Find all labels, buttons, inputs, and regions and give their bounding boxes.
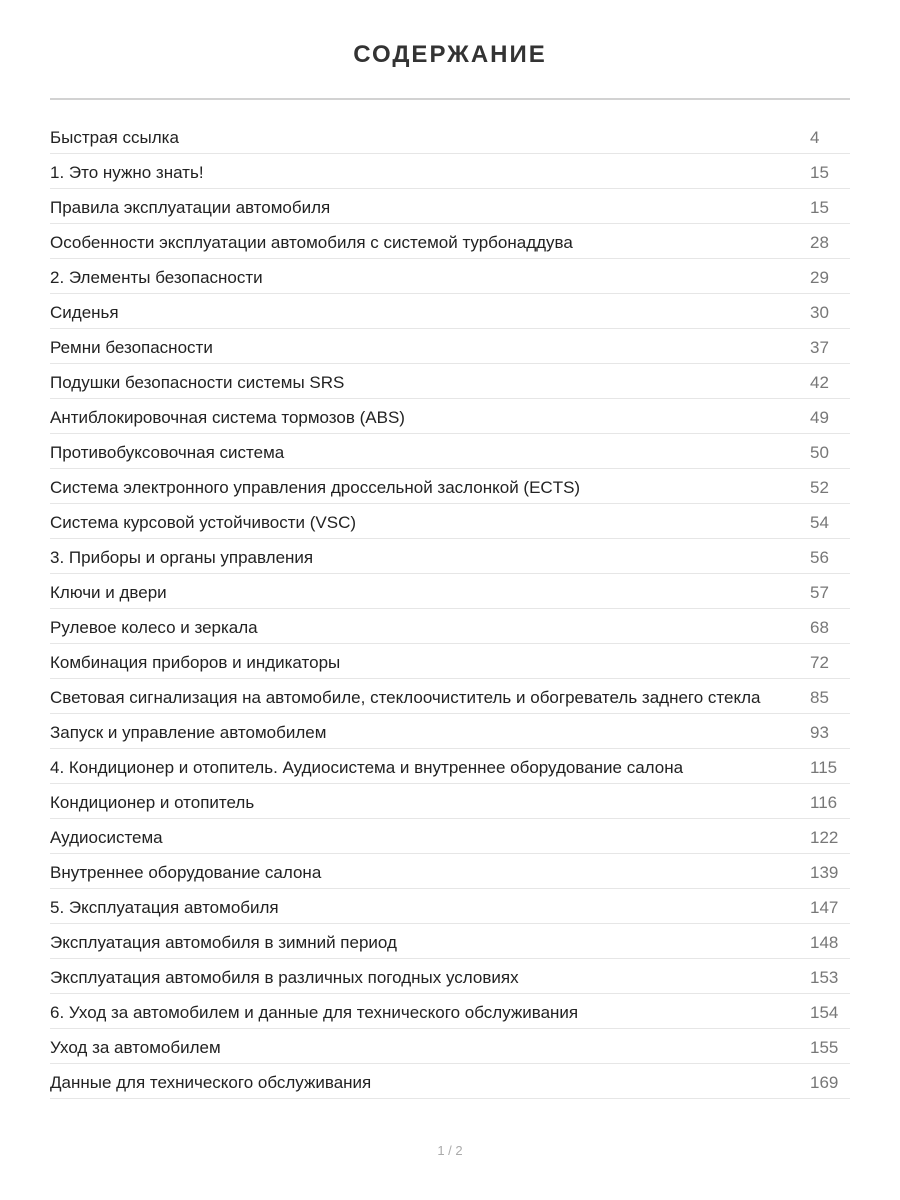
toc-entry-page-number: 52 — [810, 478, 829, 497]
toc-entry[interactable] — [50, 119, 850, 154]
toc-entry-page-number: 93 — [810, 723, 829, 742]
page-title: СОДЕРЖАНИЕ — [353, 41, 547, 68]
toc-entry-page-number: 147 — [810, 898, 839, 917]
toc-entry-title: Эксплуатация автомобиля в различных погодных условиях — [50, 968, 519, 987]
title-divider — [50, 98, 850, 100]
toc-entry-title: Быстрая ссылка — [50, 128, 179, 147]
toc-entry-title: Данные для технического обслуживания — [50, 1073, 372, 1092]
toc-entry-title: 3. Приборы и органы управления — [50, 548, 314, 567]
toc-entry-title: Внутреннее оборудование салона — [50, 863, 322, 882]
toc-entry-page-number: 139 — [810, 863, 839, 882]
toc-entry[interactable] — [50, 259, 850, 294]
toc-entry[interactable] — [50, 714, 850, 749]
toc-entry-title: Запуск и управление автомобилем — [50, 723, 327, 742]
toc-entry-title: 5. Эксплуатация автомобиля — [50, 898, 279, 917]
toc-entry[interactable] — [50, 854, 850, 889]
toc-entry-title: Противобуксовочная система — [50, 443, 285, 462]
toc-entry-page-number: 116 — [810, 793, 838, 812]
toc-entry[interactable] — [50, 224, 850, 259]
toc-entry-title: Кондиционер и отопитель — [50, 793, 255, 812]
toc-entry-title: Комбинация приборов и индикаторы — [50, 653, 341, 672]
toc-entry-page-number: 49 — [810, 408, 829, 427]
toc-entry[interactable] — [50, 889, 850, 924]
toc-entry[interactable] — [50, 679, 850, 714]
toc-entry-page-number: 56 — [810, 548, 829, 567]
toc-entry-page-number: 28 — [810, 233, 829, 252]
toc-entry[interactable] — [50, 399, 850, 434]
toc-entry-page-number: 122 — [810, 828, 839, 847]
table-of-contents — [50, 119, 850, 1099]
toc-entry-title: Световая сигнализация на автомобиле, стеклоочиститель и обогреватель заднего стекла — [50, 688, 761, 707]
toc-entry-title: Эксплуатация автомобиля в зимний период — [50, 933, 397, 952]
toc-entry-title: Ключи и двери — [50, 583, 167, 602]
toc-entry[interactable] — [50, 1064, 850, 1099]
toc-entry[interactable] — [50, 574, 850, 609]
toc-entry[interactable] — [50, 539, 850, 574]
toc-entry-page-number: 30 — [810, 303, 829, 322]
toc-entry-title: Ремни безопасности — [50, 338, 213, 357]
toc-entry[interactable] — [50, 784, 850, 819]
toc-entry-title: Подушки безопасности системы SRS — [50, 373, 345, 392]
toc-entry-page-number: 85 — [810, 688, 829, 707]
page-indicator: 1 / 2 — [437, 1143, 463, 1158]
toc-entry[interactable] — [50, 959, 850, 994]
toc-entry-title: 6. Уход за автомобилем и данные для технического обслуживания — [50, 1003, 579, 1022]
toc-entry-page-number: 57 — [810, 583, 829, 602]
toc-entry-title: 2. Элементы безопасности — [50, 268, 263, 287]
toc-entry[interactable] — [50, 504, 850, 539]
toc-entry-page-number: 15 — [810, 198, 829, 217]
toc-entry[interactable] — [50, 609, 850, 644]
toc-entry[interactable] — [50, 924, 850, 959]
toc-entry-page-number: 154 — [810, 1003, 839, 1022]
toc-entry-title: Система курсовой устойчивости (VSC) — [50, 513, 357, 532]
toc-entry[interactable] — [50, 364, 850, 399]
toc-entry-title: Особенности эксплуатации автомобиля с системой турбонаддува — [50, 233, 573, 252]
toc-entry[interactable] — [50, 189, 850, 224]
document-page — [50, 0, 850, 1099]
toc-entry-page-number: 153 — [810, 968, 839, 987]
toc-entry-title: Антиблокировочная система тормозов (ABS) — [50, 408, 405, 427]
toc-entry-page-number: 15 — [810, 163, 829, 182]
toc-entry-title: Правила эксплуатации автомобиля — [50, 198, 331, 217]
toc-entry-title: Уход за автомобилем — [50, 1038, 221, 1057]
toc-entry[interactable] — [50, 154, 850, 189]
toc-entry-page-number: 50 — [810, 443, 829, 462]
toc-entry-page-number: 37 — [810, 338, 829, 357]
toc-entry-page-number: 42 — [810, 373, 829, 392]
toc-entry-title: Аудиосистема — [50, 828, 163, 847]
toc-entry-page-number: 4 — [810, 128, 820, 147]
toc-entry-page-number: 72 — [810, 653, 829, 672]
toc-entry-page-number: 29 — [810, 268, 829, 287]
toc-entry[interactable] — [50, 644, 850, 679]
toc-entry-page-number: 169 — [810, 1073, 839, 1092]
toc-entry-title: Система электронного управления дроссельной заслонкой (ECTS) — [50, 478, 581, 497]
toc-entry-page-number: 115 — [810, 758, 838, 777]
toc-entry-title: Рулевое колесо и зеркала — [50, 618, 258, 637]
toc-entry-title: 1. Это нужно знать! — [50, 163, 204, 182]
toc-entry-title: Сиденья — [50, 303, 119, 322]
toc-entry-page-number: 148 — [810, 933, 839, 952]
toc-entry[interactable] — [50, 329, 850, 364]
toc-entry-page-number: 68 — [810, 618, 829, 637]
toc-entry[interactable] — [50, 819, 850, 854]
toc-entry[interactable] — [50, 469, 850, 504]
toc-entry[interactable] — [50, 434, 850, 469]
toc-entry-page-number: 54 — [810, 513, 829, 532]
toc-entry-title: 4. Кондиционер и отопитель. Аудиосистема и внутреннее оборудование салона — [50, 758, 684, 777]
toc-entry[interactable] — [50, 994, 850, 1029]
toc-entry[interactable] — [50, 294, 850, 329]
toc-entry-page-number: 155 — [810, 1038, 839, 1057]
toc-entry[interactable] — [50, 1029, 850, 1064]
toc-entry[interactable] — [50, 749, 850, 784]
